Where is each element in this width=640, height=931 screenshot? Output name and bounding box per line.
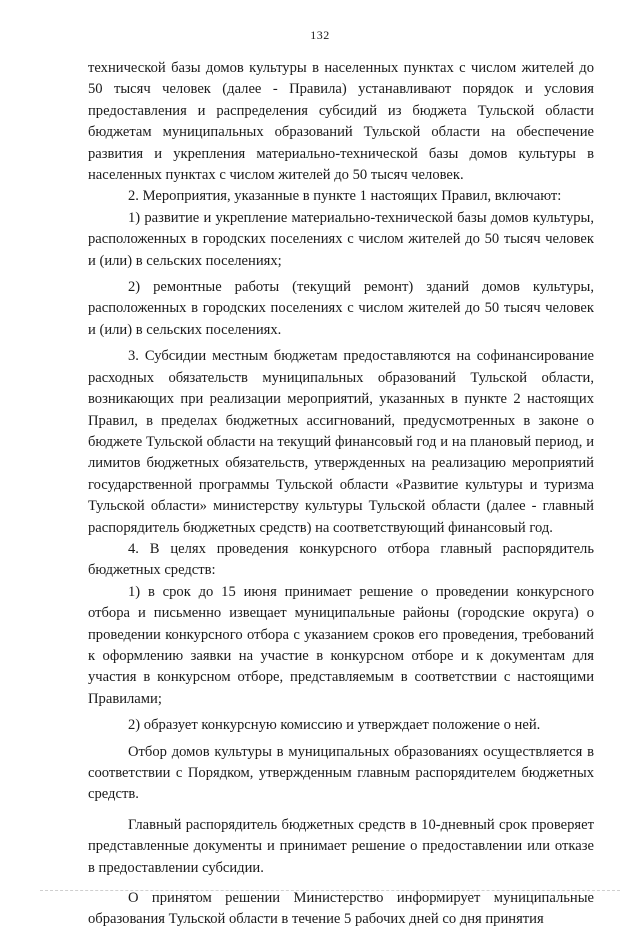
paragraph-item-2: 2. Мероприятия, указанные в пункте 1 настоящих Правил, включают:: [128, 188, 562, 205]
paragraph-item-3: 3. Субсидии местным бюджетам предоставляются на софинансирование расходных обязательств муниципальных образований Тульской области, возникающих при реализации мероприятий, указанных в пункте 2 настоящих Правил, в пределах бюджетных ассигнований, предусмотренных в законе о бюджете Тульской области на текущий финансовый год и на плановый период, и лимитов бюджетных обязательств, утвержденных на реализацию мероприятий государственной программы Тульской области «Развитие культуры и туризма Тульской области» министерству культуры Тульской области (далее - главный распорядитель бюджетных средств) на соответствующий финансовый год.: [88, 348, 594, 536]
page-number: 132: [310, 28, 330, 42]
paragraph-rules-intro: технической базы домов культуры в населенных пунктах с числом жителей до 50 тысяч человек (далее - Правила) устанавливают порядок и условия предоставления и распределения субсидий из бюджета Тульской области бюджетам муниципальных образований Тульской области на обеспечение развития и укрепления материально-технической базы домов культуры в населенных пунктах с числом жителей до 50 тысяч человек.: [88, 60, 594, 184]
scan-footer-line: [40, 890, 620, 892]
paragraph-notification: О принятом решении Министерство информирует муниципальные образования Тульской области в течение 5 рабочих дней со дня принятия: [88, 890, 594, 928]
paragraph-item-4-2: 2) образует конкурсную комиссию и утверждает положение о ней.: [128, 717, 541, 734]
paragraph-item-2-1: 1) развитие и укрепление материально-технической базы домов культуры, расположенных в городских поселениях с числом жителей до 50 тысяч человек и (или) в сельских поселениях;: [88, 209, 594, 269]
document-body: [88, 58, 594, 931]
paragraph-review: Главный распорядитель бюджетных средств в 10-дневный срок проверяет представленные документы и принимает решение о предоставлении или отказе в предоставлении субсидии.: [88, 816, 594, 876]
paragraph-selection: Отбор домов культуры в муниципальных образованиях осуществляется в соответствии с Порядком, утвержденным главным распорядителем бюджетных средств.: [88, 743, 594, 803]
paragraph-item-4: 4. В целях проведения конкурсного отбора главный распорядитель бюджетных средств:: [88, 540, 594, 579]
paragraph-item-2-2: 2) ремонтные работы (текущий ремонт) зданий домов культуры, расположенных в городских поселениях с числом жителей до 50 тысяч человек и (или) в сельских поселениях.: [88, 279, 594, 338]
paragraph-item-4-1: 1) в срок до 15 июня принимает решение о проведении конкурсного отбора и письменно извещает муниципальные районы (городские округа) о проведении конкурсного отбора с указанием сроков его проведения, требований к оформлению заявки на участие в конкурсном отборе и к документам для участия в конкурсном отборе, представляемым в соответствии с настоящими Правилами;: [88, 583, 594, 707]
